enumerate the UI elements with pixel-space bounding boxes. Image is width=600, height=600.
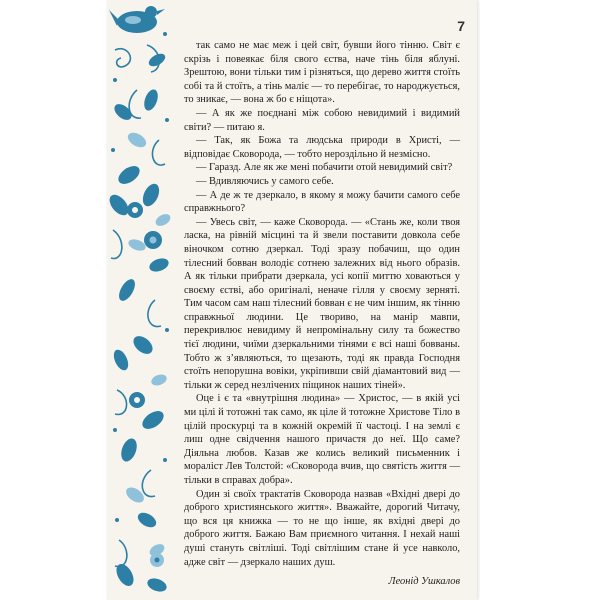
paragraph: — Увесь світ, — каже Сковорода. — «Стань же, коли твоя ласка, на рівній місцині та й звели поставити довкола себе віночком сотню дзеркал. Тоді зразу побачиш, що один тілесний бовван володіє сотнею залежних від нього образів. А як тільки прибрати дзеркала, усі копії миттю ховаються у своєму єстві, або оригіналі, неначе гілля у своєму зерняті. Тим часом сам наш тілесний бовван є не чим іншим, як тінню справжньої людини. Це творивo, на манір мавпи, перекривлює невидиму й непромінальну силу та божество тієї людини, чиїми дзеркальними тінями є всі наші бовваны. Тобто ж з’являються, то щезають, тоді як правда Господня стоїть непорушна вовіки, укріпивши свій діамантовий вид — тільки ж серед незлічених піщинок наших тіней». <box>184 216 460 391</box>
author-signature: Леонід Ушкалов <box>388 576 460 588</box>
paragraph: Один зі своїх трактатів Сковорода назвав «Вхідні двері до доброго християнського життя». Вважайте, дорогий Читачу, що вся ця книжка — то не що інше, як вхідні двері до доброго життя. Бажаю Вам приємного читання. І нехай наші душі стануть світліші. Тоді світлішим стане й усе навколо, адже світ — дзеркало наших душ. <box>184 488 460 568</box>
paragraph: так само не має меж і цей світ, бувши його тінню. Світ є скрізь і повеякає біля свого єства, наче тінь біля яблуні. Зрештою, вони тільки тим і різняться, що дерево життя стоїть собі та й стоїть, а тінь маліє — то перебігає, то народжується, то зникає, — вона ж бо є ніщота». <box>184 40 460 106</box>
page-number: 7 <box>457 18 465 34</box>
flower-icon <box>144 231 162 249</box>
flower-icon <box>127 202 143 218</box>
flower-icon <box>129 392 145 408</box>
bird-icon <box>109 6 165 33</box>
floral-ornament-border <box>107 0 173 600</box>
paragraph: — Вдивляючись у самого себе. <box>196 175 334 187</box>
paragraph: Оце і є та «внутрішня людина» — Христос, — в якій усі ми цілі й тотожні так само, як ціле й тотожне Христове Тіло в цілій проскурці та в кожній окремій її частоці. І на землі є лиш одне свідчення нашого причастя до неї. Що саме? Діяльна любов. Казав же колись великий письменник і мораліст Лев Толстой: «Сковорода вчив, що святість життя — тільки в справах добра». <box>184 393 460 486</box>
flower-icon <box>150 553 164 567</box>
paragraph: — А як же поєднані між собою невидимий і видимий світи? — питаю я. <box>184 107 460 133</box>
body-text <box>184 39 460 589</box>
paragraph: — Так, як Божа та людська природи в Христі, — відповідає Сковорода, — тобто нероздільно й незмісно. <box>184 135 460 160</box>
book-page <box>107 0 477 600</box>
paragraph: — Гаразд. Але як же мені побачити отой невидимий світ? <box>196 162 453 174</box>
paragraph: — А де ж те дзеркало, в якому я можу бачити самого себе справжнього? <box>184 189 460 215</box>
